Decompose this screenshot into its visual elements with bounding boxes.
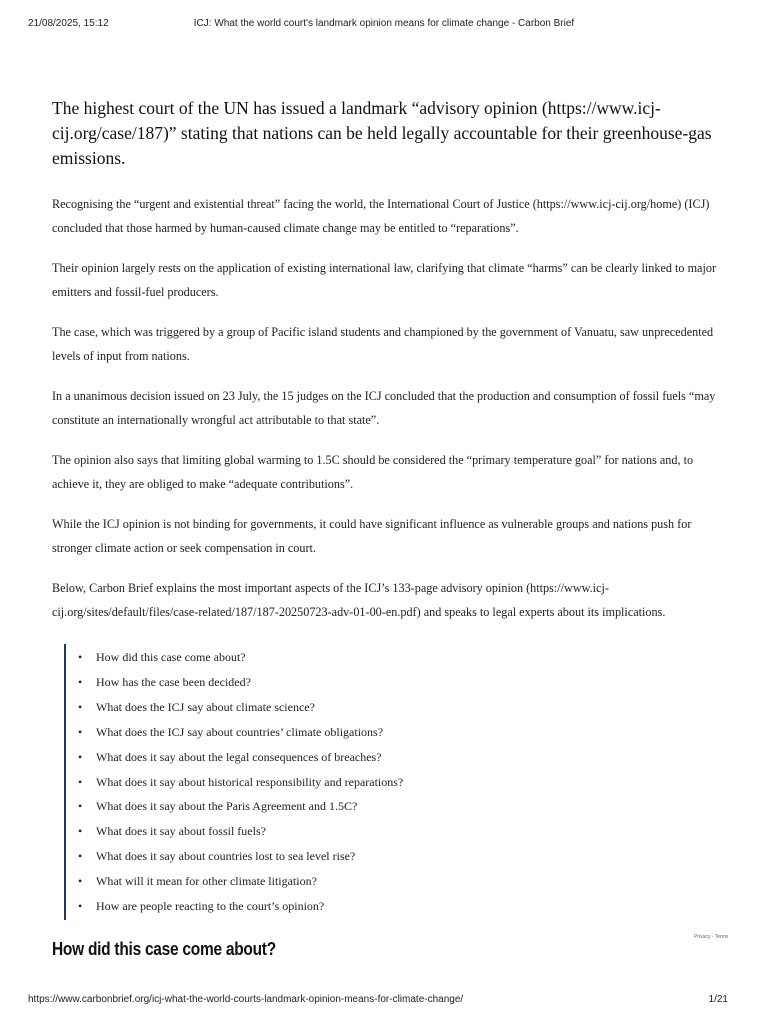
article-paragraph-2: Their opinion largely rests on the application of existing international law, clarifying that climate “harms” can be clearly linked to major emitters and fossil-fuel producers.: [52, 261, 716, 299]
toc-item-label: How are people reacting to the court’s opinion?: [96, 899, 325, 914]
toc-item[interactable]: [78, 695, 720, 720]
article-paragraph-4: In a unanimous decision issued on 23 July, the 15 judges on the ICJ concluded that the production and consumption of fossil fuels “may constitute an internationally wrongful act attributable to that state”.: [52, 389, 716, 427]
article-body: [52, 96, 720, 960]
bullet-icon: •: [78, 899, 83, 914]
toc-item-label: What will it mean for other climate litigation?: [96, 874, 317, 889]
article-paragraph-5: The opinion also says that limiting global warming to 1.5C should be considered the “primary temperature goal” for nations and, to achieve it, they are obliged to make “adequate contributions”.: [52, 453, 694, 491]
table-of-contents: [64, 644, 720, 920]
article-paragraph-1: Recognising the “urgent and existential threat” facing the world, the International Court of Justice (https://www.icj-cij.org/home) (ICJ) concluded that those harmed by human-caused climate change may be entitled to “reparations”.: [52, 197, 710, 235]
bullet-icon: •: [78, 824, 83, 839]
toc-item[interactable]: [78, 645, 720, 670]
bullet-icon: •: [78, 724, 83, 739]
bullet-icon: •: [78, 849, 83, 864]
toc-item[interactable]: [78, 720, 720, 745]
print-page-title: ICJ: What the world court's landmark opinion means for climate change - Carbon Brief: [193, 18, 575, 29]
bullet-icon: •: [78, 674, 83, 689]
toc-item[interactable]: [78, 770, 720, 795]
bullet-icon: •: [78, 650, 83, 664]
page-number: 1/21: [708, 994, 728, 1005]
print-url: https://www.carbonbrief.org/icj-what-the-world-courts-landmark-opinion-means-for-climate-change/: [28, 994, 464, 1005]
toc-item-label: What does it say about the Paris Agreement and 1.5C?: [96, 799, 358, 814]
bullet-icon: •: [78, 799, 83, 814]
print-datetime: 21/08/2025, 15:12: [28, 18, 109, 29]
toc-item[interactable]: [78, 794, 720, 819]
bullet-icon: •: [78, 749, 83, 764]
toc-item-label: What does the ICJ say about countries’ climate obligations?: [96, 724, 384, 739]
section-heading: How did this case come about?: [52, 938, 276, 959]
toc-item-label: What does it say about countries lost to sea level rise?: [96, 849, 356, 864]
toc-item[interactable]: [78, 745, 720, 770]
bullet-icon: •: [78, 699, 83, 714]
toc-item[interactable]: [78, 670, 720, 695]
bullet-icon: •: [78, 874, 83, 889]
bullet-icon: •: [78, 774, 83, 789]
toc-item-label: What does it say about historical responsibility and reparations?: [96, 774, 404, 789]
toc-item[interactable]: [78, 894, 720, 919]
recaptcha-privacy-terms[interactable]: Privacy - Terms: [694, 934, 729, 940]
article-paragraph-3: The case, which was triggered by a group of Pacific island students and championed by the government of Vanuatu, saw unprecedented levels of input from nations.: [52, 325, 714, 363]
toc-item-label: What does it say about the legal consequences of breaches?: [96, 749, 382, 764]
article-paragraph-7: Below, Carbon Brief explains the most important aspects of the ICJ’s 133-page advisory opinion (https://www.icj-cij.org/sites/default/files/case-related/187/187-20250723-adv-01-00-en.pdf) and speaks to legal experts about its implications.: [52, 581, 666, 619]
toc-item[interactable]: [78, 844, 720, 869]
toc-item-label: What does the ICJ say about climate science?: [96, 699, 315, 714]
article-lede: The highest court of the UN has issued a landmark “advisory opinion (https://www.icj-cij.org/case/187)” stating that nations can be held legally accountable for their greenhouse-gas emissions.: [52, 98, 712, 168]
article-paragraph-6: While the ICJ opinion is not binding for governments, it could have significant influence as vulnerable groups and nations push for stronger climate action or seek compensation in court.: [52, 517, 692, 555]
toc-item-label: What does it say about fossil fuels?: [96, 824, 266, 839]
toc-item-label: How has the case been decided?: [96, 674, 251, 689]
toc-item[interactable]: [78, 869, 720, 894]
toc-item[interactable]: [78, 819, 720, 844]
toc-item-label: How did this case come about?: [96, 650, 246, 664]
